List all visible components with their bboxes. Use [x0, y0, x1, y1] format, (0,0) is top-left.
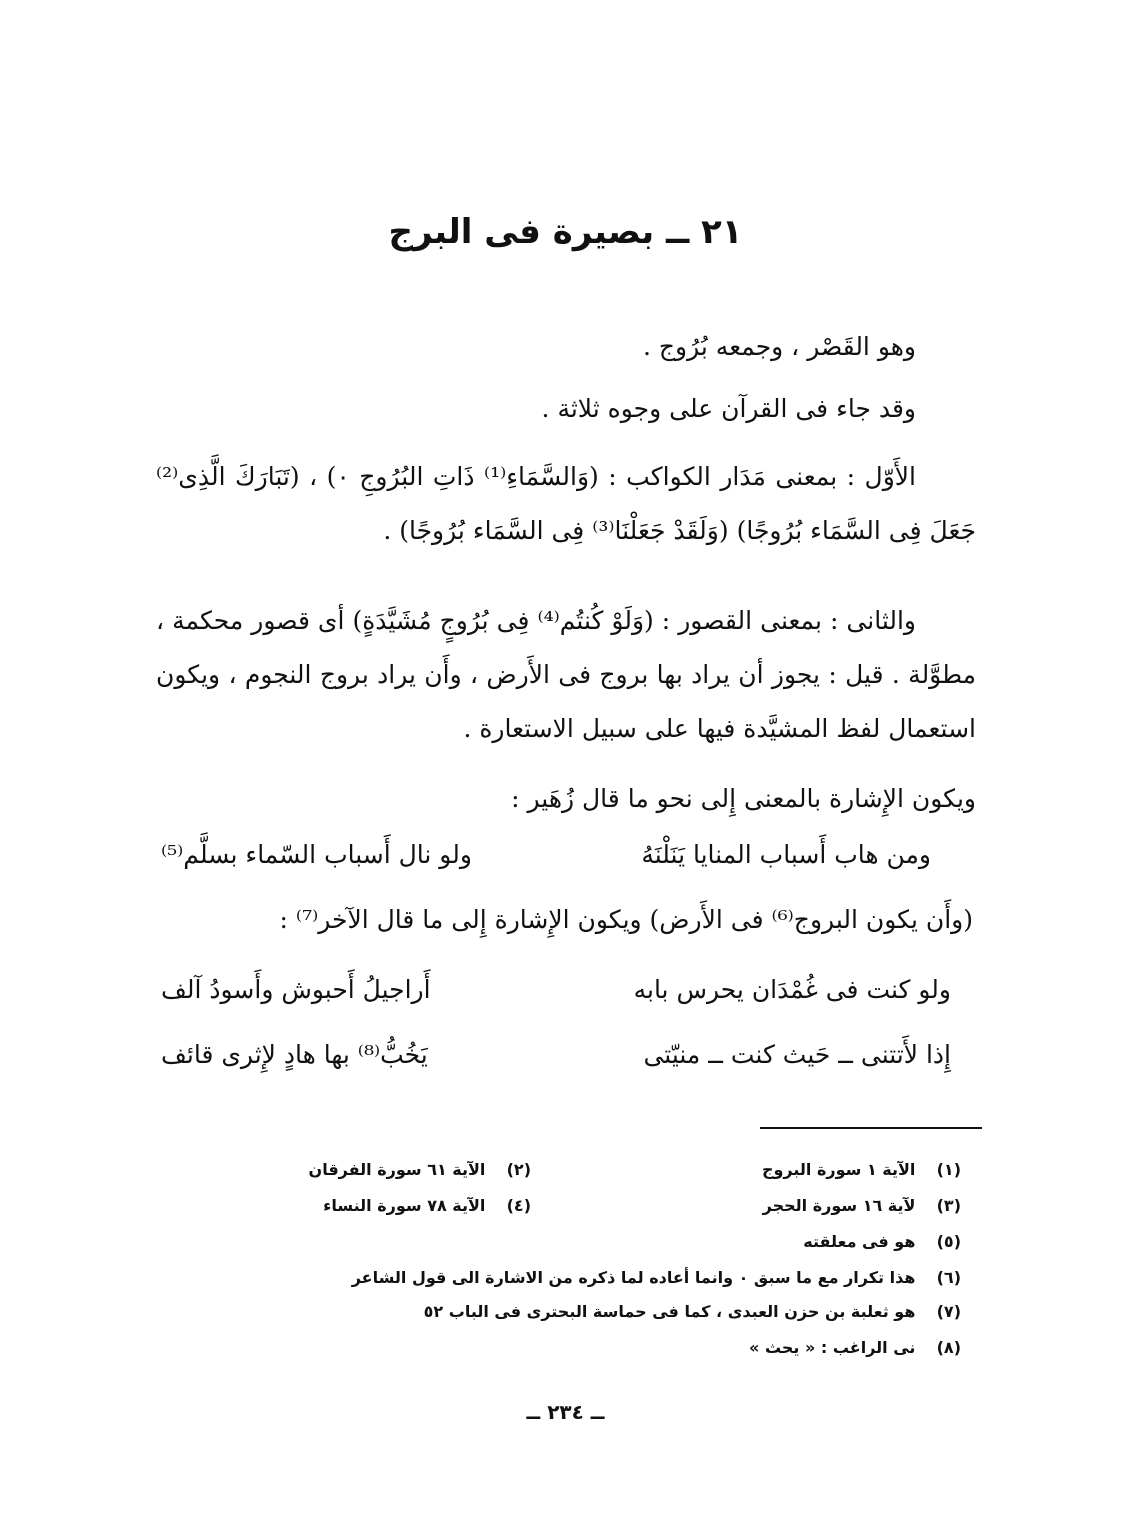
paragraph-5: ويكون الإِشارة بالمعنى إِلى نحو ما قال زُهَير : [511, 784, 976, 813]
footnote-text: هو ثعلبة بن حزن العبدى ، كما فى حماسة البحترى فى الباب ٥٢ [423, 1302, 916, 1321]
footnote-number: (٤) [506, 1196, 531, 1215]
footnote-text: الآية ٦١ سورة الفرقان [308, 1160, 486, 1179]
paragraph-1: وهو القَصْر ، وجمعه بُرُوج . [642, 332, 916, 361]
footnote-5 [803, 1232, 961, 1251]
page-number: ــ ٢٣٤ ــ [526, 1400, 605, 1424]
paragraph-6: (وأَن يكون البروج⁽⁶⁾ فى الأَرض) ويكون الإِشارة إِلى ما قال الآخر⁽⁷⁾ : [279, 905, 973, 934]
footnote-text: هذا تكرار مع ما سبق ٠ وانما أعاده لما ذكره من الاشارة الى قول الشاعر [351, 1268, 916, 1287]
footnote-number: (٣) [936, 1196, 961, 1215]
footnote-number: (١) [936, 1160, 961, 1179]
verse-3-first-hemistich: إِذا لأَتتنى ــ حَيث كنت ــ منيّتى [643, 1040, 951, 1069]
verse-3 [161, 1040, 951, 1069]
verse-2 [161, 975, 951, 1004]
paragraph-4: والثانى : بمعنى القصور : (وَلَوْ كُنتُم⁽⁴⁾ فِى بُرُوجٍ مُشَيَّدَةٍ) أى قصور محكمة ، مطوَّلة . قيل : يجوز أن يراد بها بروج فى الأَرض ، وأَن يراد بروج النجوم ، ويكون استعمال لفظ المشيَّدة فيها على سبيل الاستعارة . [156, 606, 976, 743]
footnote-text: نى الراغب : « يحث » [749, 1338, 916, 1357]
footnote-number: (٥) [936, 1232, 961, 1251]
footnote-3 [763, 1196, 961, 1215]
footnote-number: (٢) [506, 1160, 531, 1179]
verse-1-second-hemistich: ولو نال أَسباب السّماء بسلَّم⁽⁵⁾ [161, 840, 472, 869]
paragraph-3: الأَوّل : بمعنى مَدَار الكواكب : (وَالسَّمَاءِ⁽¹⁾ ذَاتِ البُرُوجِ ۰) ، (تَبَارَكَ الَّذِى⁽²⁾ جَعَلَ فِى السَّمَاء بُرُوجًا) (وَلَقَدْ جَعَلْنَا⁽³⁾ فِى السَّمَاء بُرُوجًا) . [156, 462, 976, 545]
footnote-2 [309, 1160, 531, 1179]
verse-3-second-hemistich: يَخُبُّ⁽⁸⁾ بها هادٍ لإِثرى قائف [161, 1040, 428, 1069]
footnote-8 [749, 1338, 961, 1357]
footnote-7 [424, 1302, 961, 1321]
footnote-text: الآية ١ سورة البروج [761, 1160, 916, 1179]
verse-1 [161, 840, 931, 869]
verse-2-second-hemistich: أَراجيلُ أَحبوش وأَسودُ آلف [161, 975, 431, 1004]
verse-1-first-hemistich: ومن هاب أَسباب المنايا يَنَلْنَهُ [641, 840, 931, 869]
footnote-number: (٦) [936, 1268, 961, 1287]
footnote-text: الآية ٧٨ سورة النساء [323, 1196, 486, 1215]
footnote-divider [760, 1127, 982, 1129]
paragraph-2: وقد جاء فى القرآن على وجوه ثلاثة . [541, 394, 916, 423]
verse-2-first-hemistich: ولو كنت فى غُمْدَان يحرس بابه [633, 975, 951, 1004]
footnote-4 [323, 1196, 531, 1215]
footnote-text: هو فى معلقته [803, 1232, 916, 1251]
footnote-number: (٨) [936, 1338, 961, 1357]
chapter-title: ٢١ ــ بصيرة فى البرج [388, 212, 743, 252]
footnote-text: لآية ١٦ سورة الحجر [762, 1196, 916, 1215]
footnote-number: (٧) [936, 1302, 961, 1321]
footnote-6 [352, 1268, 961, 1287]
footnote-1 [762, 1160, 961, 1179]
